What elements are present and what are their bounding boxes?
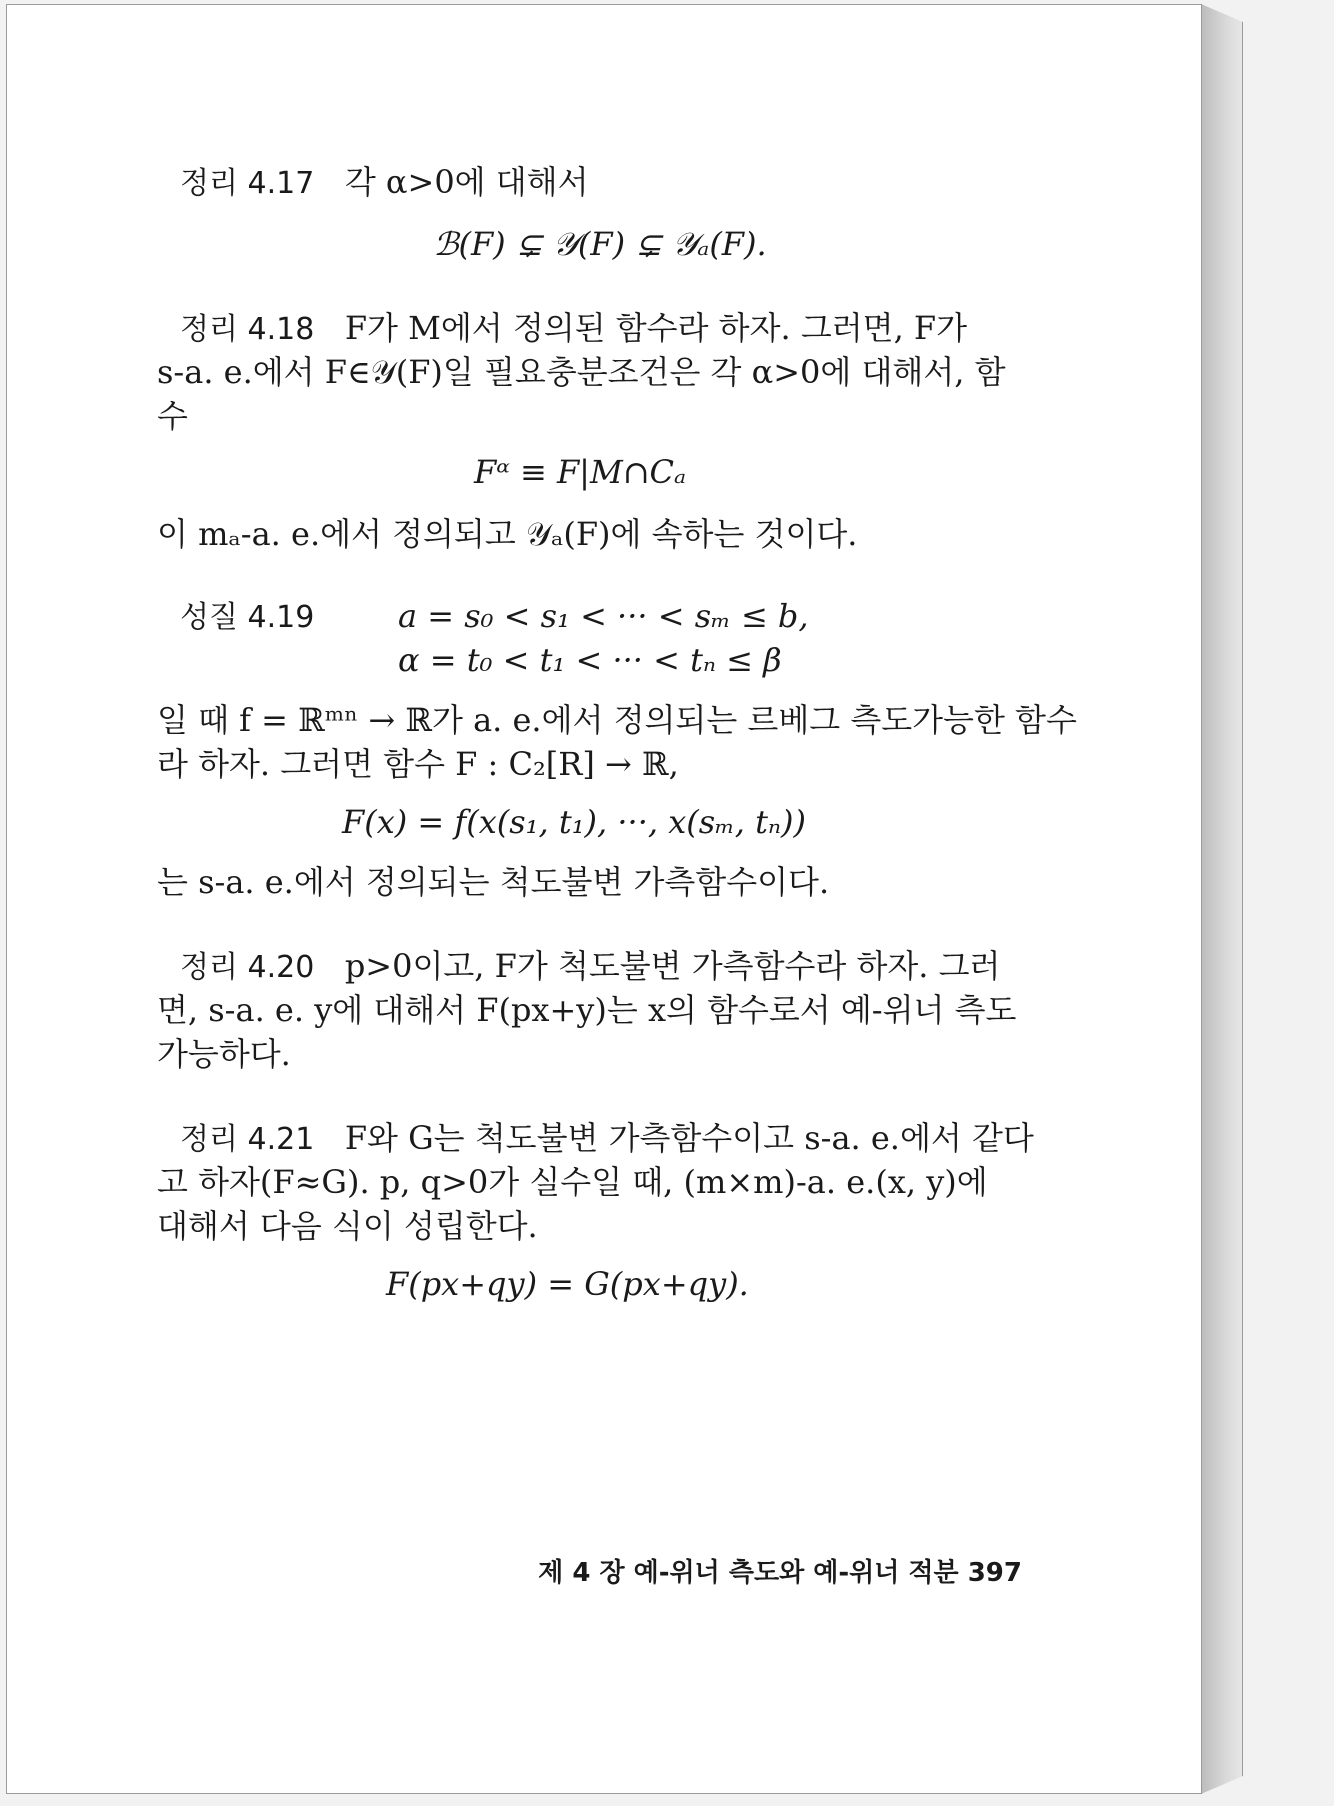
property-4-19 [180,596,314,638]
theorem-label: 정리 4.18 [180,312,315,347]
text-line: 라 하자. 그러면 함수 F : C₂[R] → ℝ, [157,745,679,783]
page-edge [1201,4,1243,1794]
text-line: 대해서 다음 식이 성립한다. [157,1207,538,1245]
formula: a = s₀ < s₁ < ··· < sₘ ≤ b, [398,597,809,635]
theorem-label: 정리 4.20 [180,950,315,985]
formula: α = t₀ < t₁ < ··· < tₙ ≤ β [398,641,782,679]
theorem-text: 각 α>0에 대해서 [344,163,589,201]
text-line: 수 [157,397,188,435]
formula: F(px+qy) = G(px+qy). [386,1265,749,1303]
formula: Fᵅ ≡ F|M∩Cₐ [474,453,687,491]
text-line: 일 때 f = ℝᵐⁿ → ℝ가 a. e.에서 정의되는 르베그 측도가능한 함수 [157,701,1077,739]
theorem-text: F와 G는 척도불변 가측함수이고 s-a. e.에서 같다 [344,1119,1034,1157]
text-line: 가능하다. [157,1035,291,1073]
text-line: 이 mₐ-a. e.에서 정의되고 𝒴ₐ(F)에 속하는 것이다. [157,515,858,553]
text-line: s-a. e.에서 F∈𝒴(F)일 필요충분조건은 각 α>0에 대해서, 함 [157,353,1006,391]
theorem-4-18 [180,308,967,350]
formula: ℬ(F) ⊊ 𝒴(F) ⊊ 𝒴ₐ(F). [433,225,767,263]
theorem-4-20 [180,946,1000,988]
text-line: 는 s-a. e.에서 정의되는 척도불변 가측함수이다. [157,863,830,901]
text-line: 고 하자(F≈G). p, q>0가 실수일 때, (m×m)-a. e.(x, y)에 [157,1163,988,1201]
theorem-label: 정리 4.21 [180,1122,315,1157]
theorem-label: 정리 4.17 [180,166,315,201]
theorem-text: F가 M에서 정의된 함수라 하자. 그러면, F가 [344,309,968,347]
text-line: 면, s-a. e. y에 대해서 F(px+y)는 x의 함수로서 예-위너 측도 [157,991,1017,1029]
property-label: 성질 4.19 [180,600,315,635]
theorem-4-21 [180,1118,1034,1160]
theorem-text: p>0이고, F가 척도불변 가측함수라 하자. 그러 [344,947,1001,985]
page-footer: 제 4 장 예-위너 측도와 예-위너 적분 397 [538,1558,1022,1588]
theorem-4-17 [180,162,589,204]
formula: F(x) = f(x(s₁, t₁), ···, x(sₘ, tₙ)) [342,803,806,841]
